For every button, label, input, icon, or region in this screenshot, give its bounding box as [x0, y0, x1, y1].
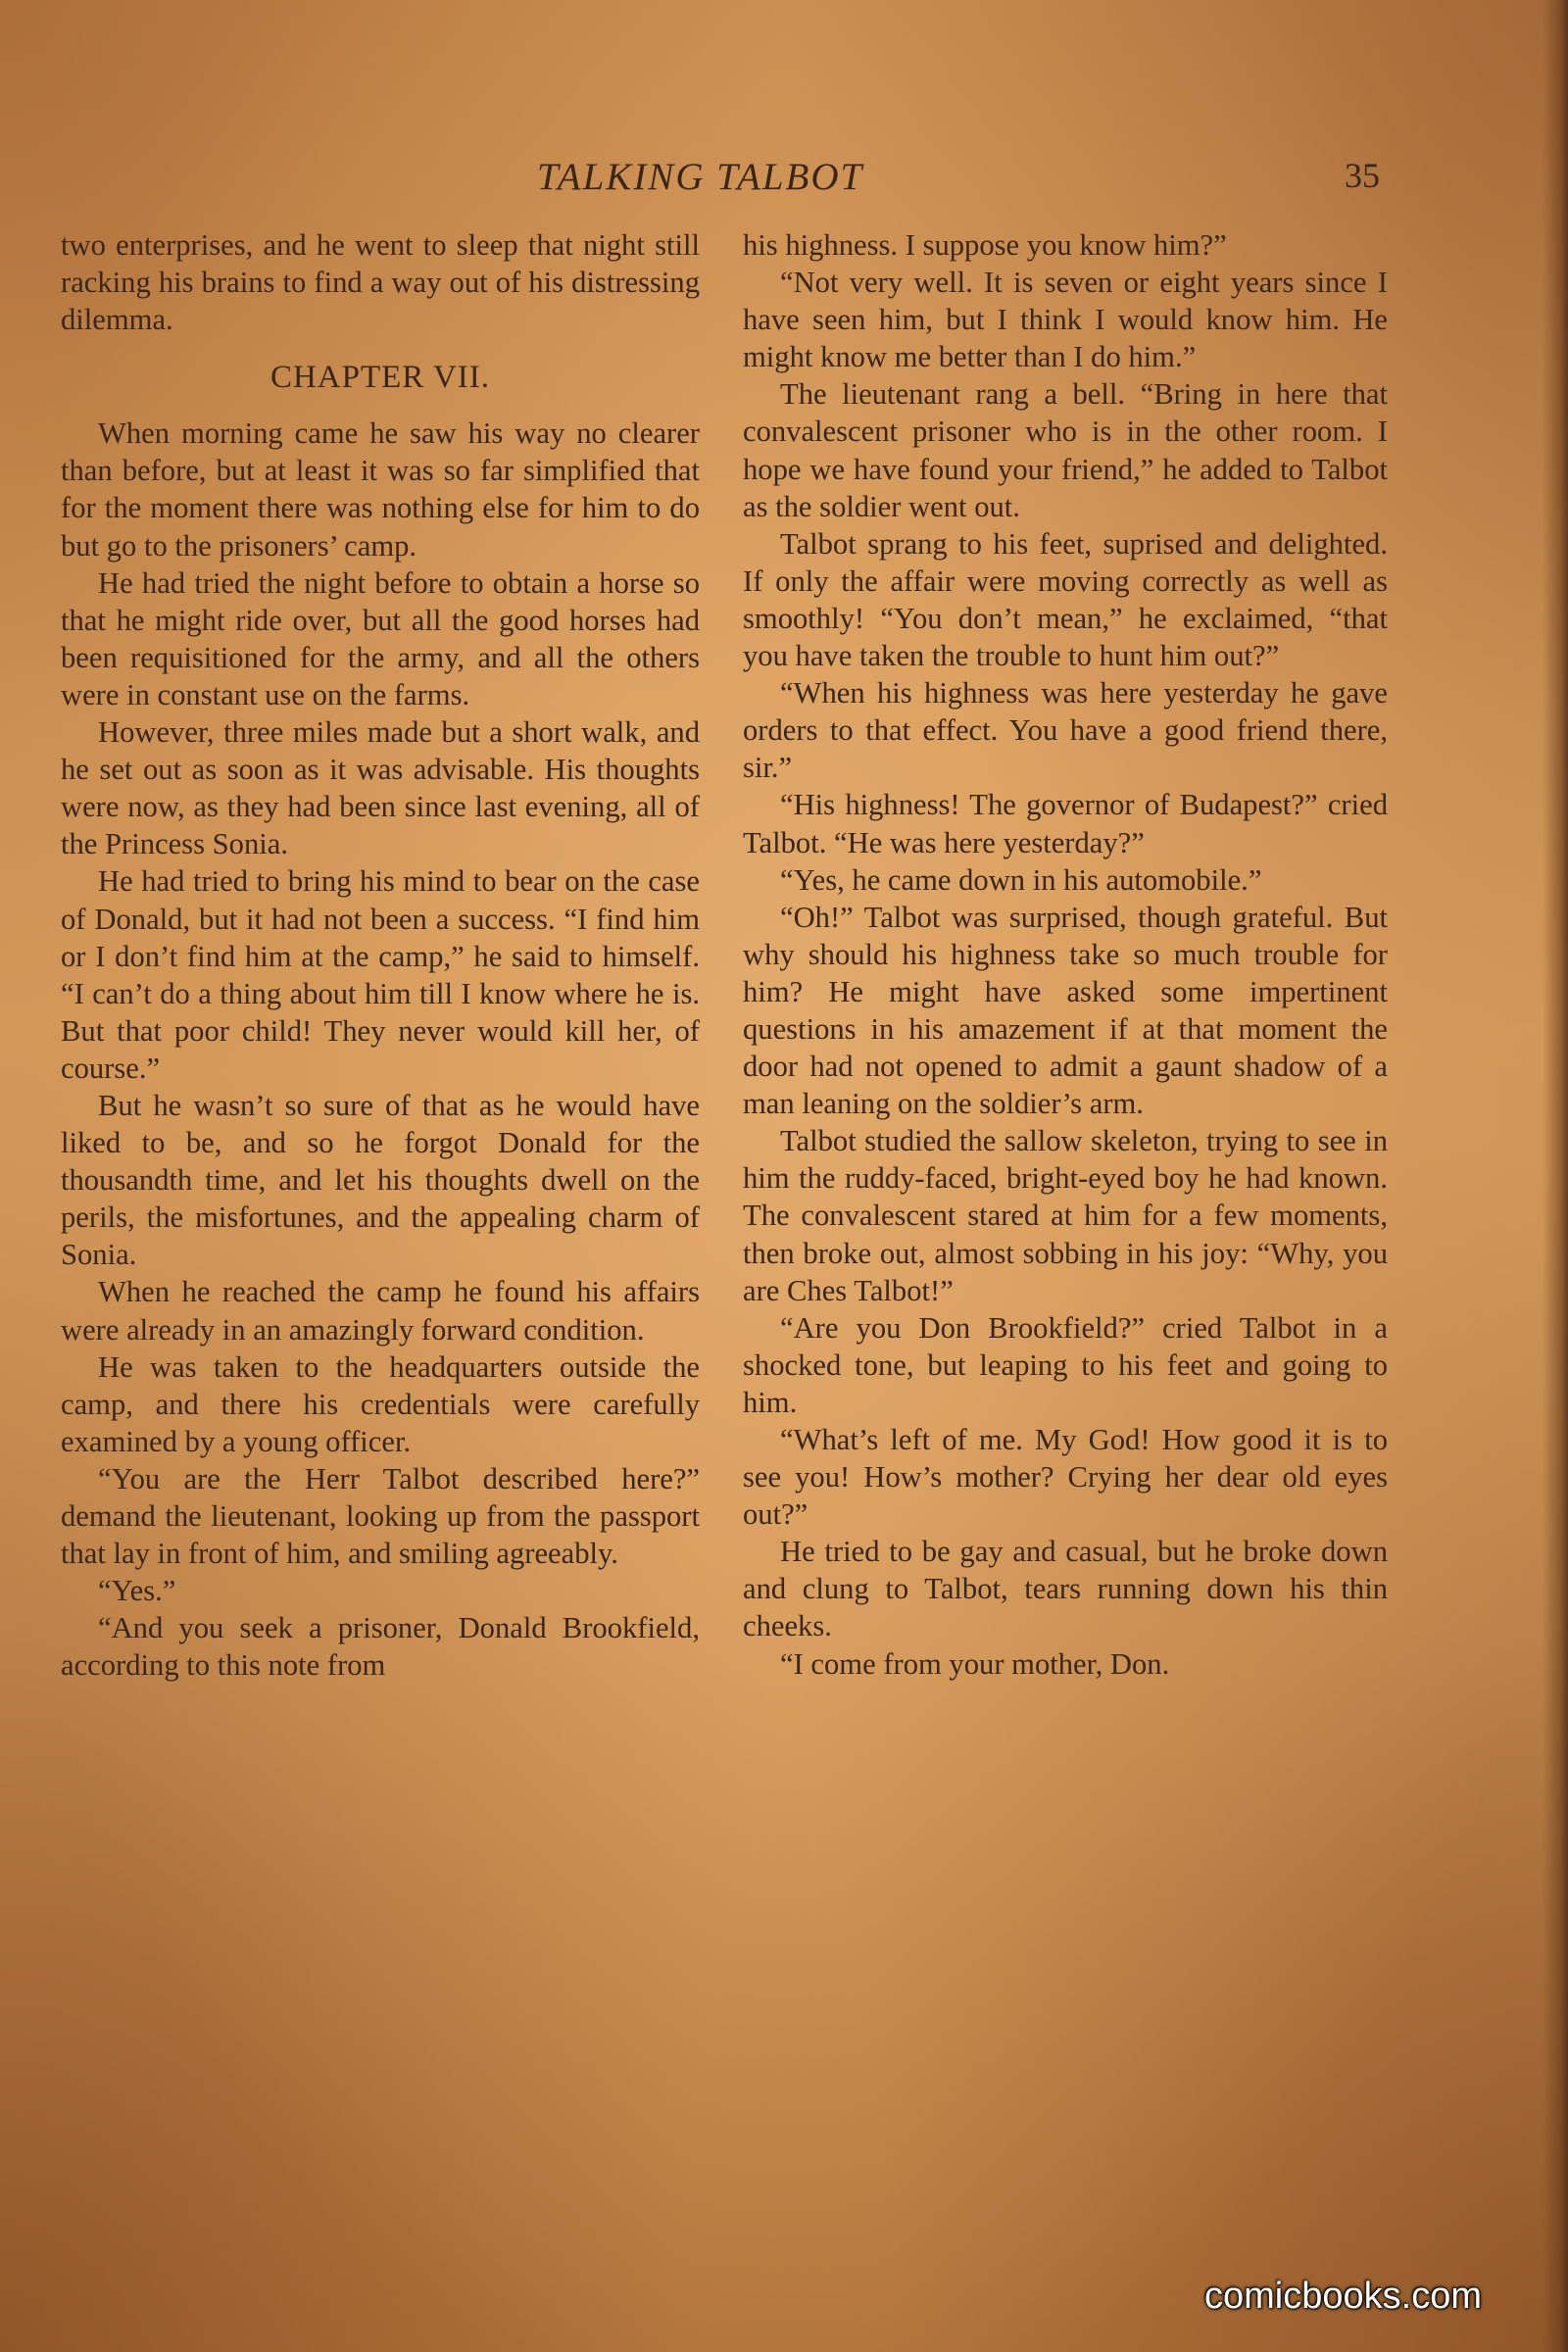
paragraph: his highness. I suppose you know him?”	[743, 228, 1227, 262]
paragraph: He had tried to bring his mind to bear on the case of Donald, but it had not been a success. “I find him or I don’t find him at the camp,” he said to himself. “I can’t do a thing about him till I know where he is. But that poor child! They never would kill her, of course.”	[61, 864, 700, 1085]
paragraph: “I come from your mother, Don.	[780, 1646, 1170, 1681]
paragraph: “You are the Herr Talbot described here?” demand the lieutenant, looking up from the passport that lay in front of him, and smiling agreeably.	[61, 1461, 700, 1571]
paragraph: Talbot studied the sallow skeleton, trying to see in him the ruddy-faced, bright-eyed boy he had known. The convalescent stared at him for a few moments, then broke out, almost sobbing in his joy: “Why, you are Ches Talbot!”	[743, 1124, 1388, 1307]
running-header	[0, 147, 1568, 206]
paragraph: “Yes, he came down in his automobile.”	[780, 862, 1262, 897]
paragraph: He was taken to the headquarters outside the camp, and there his credentials were carefully examined by a young officer.	[61, 1349, 700, 1458]
paragraph: “Oh!” Talbot was surprised, though grateful. But why should his highness take so much trouble for him? He might have asked some impertinent questions in his amazement if at that moment the door had not opened to admit a gaunt shadow of a man leaning on the soldier’s arm.	[743, 900, 1388, 1121]
paragraph: The lieutenant rang a bell. “Bring in here that convalescent prisoner who is in the other room. I hope we have found your friend,” he added to Talbot as the soldier went out.	[743, 377, 1388, 523]
paragraph: He tried to be gay and casual, but he broke down and clung to Talbot, tears running down his thin cheeks.	[743, 1535, 1388, 1643]
running-title: TALKING TALBOT	[537, 156, 864, 198]
paragraph: “What’s left of me. My God! How good it is to see you! How’s mother? Crying her dear old eyes out?”	[743, 1423, 1388, 1532]
paragraph: “When his highness was here yesterday he gave orders to that effect. You have a good friend there, sir.”	[743, 676, 1388, 785]
right-text-column	[743, 226, 1388, 1683]
chapter-heading: CHAPTER VII.	[270, 360, 491, 396]
paragraph: When morning came he saw his way no clearer than before, but at least it was so far simplified that for the moment there was nothing else for him to do but go to the prisoners’ camp.	[61, 416, 700, 563]
paragraph: “Not very well. It is seven or eight years since I have seen him, but I think I would know him. He might know me better than I do him.”	[743, 266, 1388, 374]
paragraph: “Are you Don Brookfield?” cried Talbot in a shocked tone, but leaping to his feet and going to him.	[743, 1310, 1388, 1419]
paragraph: “His highness! The governor of Budapest?” cried Talbot. “He was here yesterday?”	[743, 788, 1388, 859]
left-text-column	[61, 226, 700, 1684]
paragraph: However, three miles made but a short walk, and he set out as soon as it was advisable. His thoughts were now, as they had been since last evening, all of the Princess Sonia.	[61, 715, 700, 861]
page-number: 35	[1345, 156, 1380, 195]
paragraph: He had tried the night before to obtain a horse so that he might ride over, but all the good horses had been requisitioned for the army, and all the others were in constant use on the farms.	[61, 565, 700, 711]
paragraph: When he reached the camp he found his affairs were already in an amazingly forward condition.	[61, 1275, 700, 1347]
paragraph: Talbot sprang to his feet, suprised and delighted. If only the affair were moving correctly as well as smoothly! “You don’t mean,” he exclaimed, “that you have taken the trouble to hunt him out?”	[743, 526, 1388, 673]
paragraph: two enterprises, and he went to sleep that night still racking his brains to find a way out of his distressing dilemma.	[61, 228, 700, 337]
site-watermark: comicbooks.com	[1204, 2276, 1482, 2317]
paragraph: But he wasn’t so sure of that as he would have liked to be, and so he forgot Donald for the thousandth time, and let his thoughts dwell on the perils, the misfortunes, and the appealing charm of Sonia.	[61, 1088, 700, 1272]
page-edge-shadow	[1543, 0, 1568, 2352]
paragraph: “And you seek a prisoner, Donald Brookfield, according to this note from	[61, 1611, 700, 1683]
paragraph: “Yes.”	[98, 1574, 176, 1608]
